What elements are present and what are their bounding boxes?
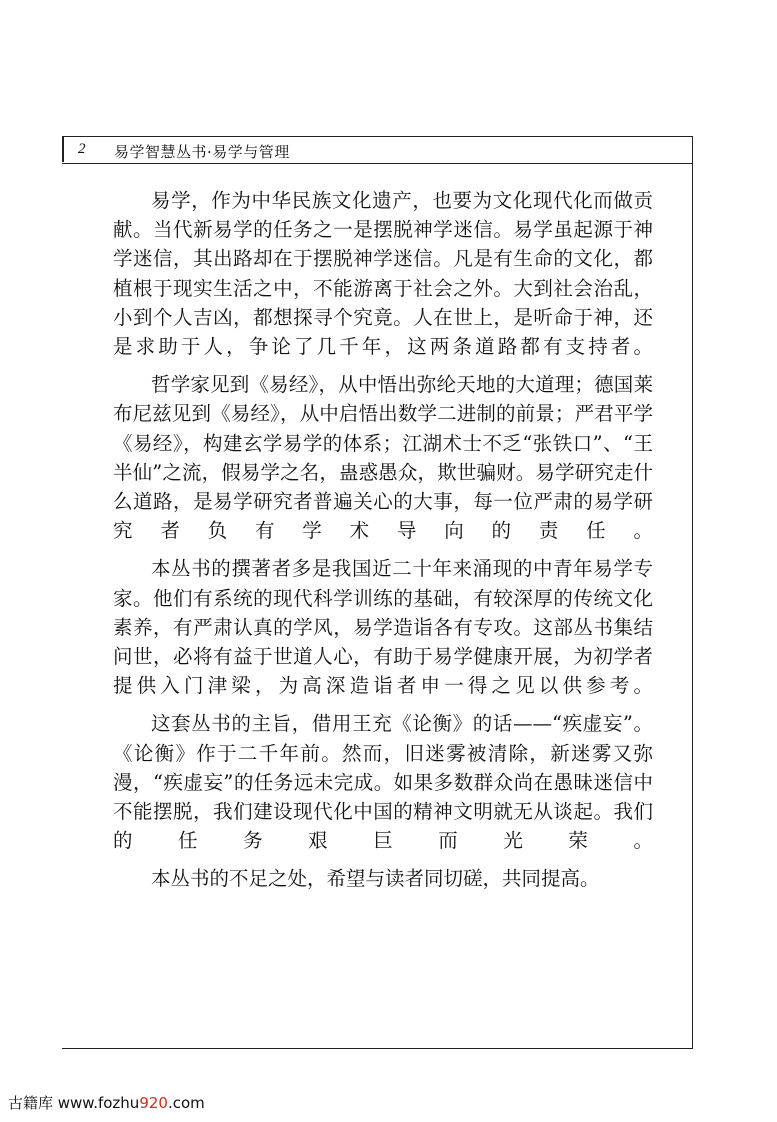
watermark-prefix: 古籍库 www.fozhu (8, 1094, 140, 1112)
site-watermark (8, 1092, 205, 1113)
paragraph-2: 哲学家见到《易经》，从中悟出弥纶天地的大道理；德国莱布尼兹见到《易经》，从中启悟出数学二进制的前景；严君平学《易经》，构建玄学易学的体系；江湖术士不乏“张铁口”、“王半仙”之流，假易学之名，蛊惑愚众，欺世骗财。易学研究走什么道路，是易学研究者普遍关心的大事，每一位严肃的易学研究者负有学术导向的责任。 (113, 373, 653, 543)
watermark-suffix: .com (167, 1094, 205, 1112)
body-text (113, 186, 653, 903)
page-number: 2 (78, 141, 86, 157)
running-title: 易学智慧丛书·易学与管理 (114, 143, 290, 161)
watermark-number: 920 (139, 1094, 168, 1112)
paragraph-1: 易学，作为中华民族文化遗产，也要为文化现代化而做贡献。当代新易学的任务之一是摆脱神学迷信。易学虽起源于神学迷信，其出路却在于摆脱神学迷信。凡是有生命的文化，都植根于现实生活之中，不能游离于社会之外。大到社会治乱，小到个人吉凶，都想探寻个究竟。人在世上，是听命于神，还是求助于人，争论了几千年，这两条道路都有支持者。 (113, 189, 653, 359)
paragraph-3: 本丛书的撰著者多是我国近二十年来涌现的中青年易学专家。他们有系统的现代科学训练的基础，有较深厚的传统文化素养，有严肃认真的学风，易学造诣各有专攻。这部丛书集结问世，必将有益于世道人心，有助于易学健康开展，为初学者提供入门津梁，为高深造诣者申一得之见以供参考。 (113, 557, 653, 698)
running-header (62, 136, 693, 164)
paragraph-4: 这套丛书的主旨，借用王充《论衡》的话——“疾虚妄”。《论衡》作于二千年前。然而，旧迷雾被清除，新迷雾又弥漫，“疾虚妄”的任务远未完成。如果多数群众尚在愚昧迷信中不能摆脱，我们建设现代化中国的精神文明就无从谈起。我们的任务艰巨而光荣。 (113, 712, 653, 853)
paragraph-5: 本丛书的不足之处，希望与读者同切磋，共同提高。 (151, 867, 600, 891)
